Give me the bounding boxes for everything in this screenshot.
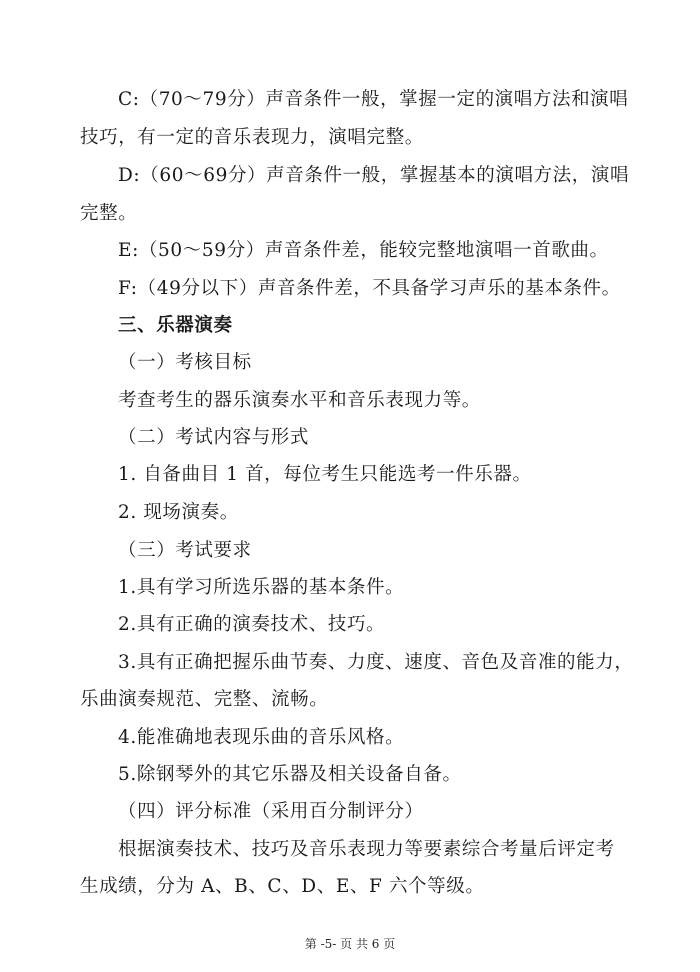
subheading-requirements: （三）考试要求 (118, 540, 252, 561)
requirement-3-line-1: 3.具有正确把握乐曲节奏、力度、速度、音色及音准的能力， (118, 652, 634, 673)
requirement-4: 4.能准确地表现乐曲的音乐风格。 (118, 727, 405, 748)
content-item-1: 1. 自备曲目 1 首，每位考生只能选考一件乐器。 (118, 464, 532, 485)
requirement-1: 1.具有学习所选乐器的基本条件。 (118, 577, 405, 598)
content-item-2: 2. 现场演奏。 (118, 502, 239, 523)
scoring-text-line-2: 生成绩，分为 A、B、C、D、E、F 六个等级。 (80, 876, 485, 897)
page-footer: 第 -5- 页 共 6 页 (304, 937, 396, 951)
grade-e-line: E:（50～59分）声音条件差，能较完整地演唱一首歌曲。 (118, 240, 609, 261)
subheading-scoring: （四）评分标准（采用百分制评分） (118, 801, 424, 822)
requirement-3-line-2: 乐曲演奏规范、完整、流畅。 (80, 689, 329, 710)
subheading-content: （二）考试内容与形式 (118, 427, 310, 448)
section-heading-instrument: 三、乐器演奏 (118, 315, 233, 336)
grade-d-line-2: 完整。 (80, 203, 138, 224)
grade-f-line: F:（49分以下）声音条件差，不具备学习声乐的基本条件。 (118, 278, 621, 299)
grade-d-line-1: D:（60～69分）声音条件一般，掌握基本的演唱方法，演唱 (118, 165, 630, 186)
scoring-text-line-1: 根据演奏技术、技巧及音乐表现力等要素综合考量后评定考 (118, 839, 615, 860)
subheading-objective: （一）考核目标 (118, 352, 252, 373)
grade-c-line-2: 技巧，有一定的音乐表现力，演唱完整。 (80, 127, 424, 148)
requirement-2: 2.具有正确的演奏技术、技巧。 (118, 614, 386, 635)
requirement-5: 5.除钢琴外的其它乐器及相关设备自备。 (118, 764, 462, 785)
grade-c-line-1: C:（70～79分）声音条件一般，掌握一定的演唱方法和演唱 (118, 89, 629, 110)
objective-text: 考查考生的器乐演奏水平和音乐表现力等。 (118, 390, 481, 411)
